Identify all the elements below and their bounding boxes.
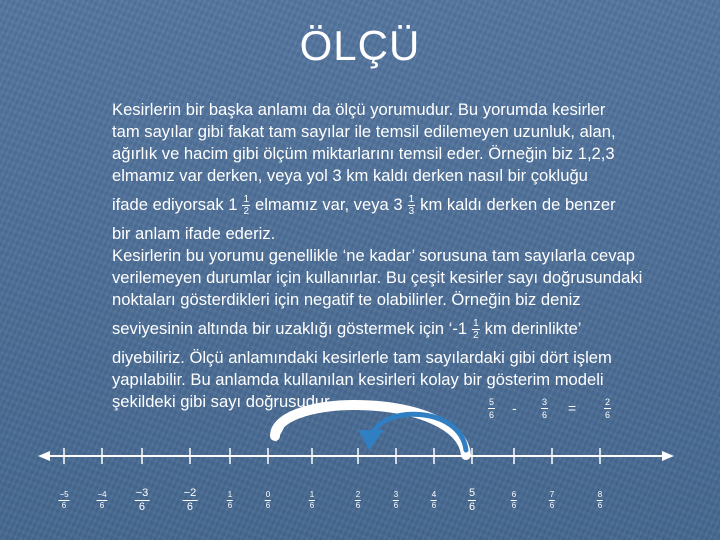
- fraction-denominator: 6: [549, 501, 555, 510]
- body-line: yapılabilir. Bu anlamda kullanılan kesirleri kolay bir gösterim modeli: [112, 370, 604, 389]
- body-line-fraction: [112, 311, 692, 347]
- fraction-denominator: 6: [227, 501, 233, 510]
- fraction-numerator: 2: [605, 397, 611, 407]
- fraction-numerator: 7: [549, 490, 555, 499]
- fraction-numerator: 0: [265, 490, 271, 499]
- body-line: bir anlam ifade ederiz.: [112, 224, 276, 243]
- number-line-label: [183, 487, 198, 514]
- fraction-numerator: 5: [489, 397, 495, 407]
- body-line: tam sayılar gibi fakat tam sayılar ile temsil edilemeyen uzunluk, alan,: [112, 122, 616, 141]
- fraction-denominator: 6: [542, 410, 548, 420]
- body-text-segment: km kaldı derken de benzer: [420, 195, 616, 214]
- number-line-label: [393, 490, 399, 511]
- fraction-numerator: 1: [243, 193, 250, 205]
- inner-arrow-head: [358, 430, 384, 450]
- body-line: ağırlık ve hacim gibi ölçüm miktarlarını temsil eder. Örneğin biz 1,2,3: [112, 144, 615, 163]
- fraction-one-third: [408, 194, 416, 217]
- body-text-segment: seviyesinin altında bir uzaklığı göstermek için ‘-1: [112, 319, 468, 338]
- fraction-numerator: 3: [393, 490, 399, 499]
- fraction-denominator: 2: [473, 329, 479, 341]
- slide-body-text: [112, 99, 692, 413]
- fraction-numerator: 2: [355, 490, 361, 499]
- fraction-numerator: 1: [473, 317, 479, 329]
- body-line: noktaları gösterdikleri için negatif te olabilirler. Örneğin biz deniz: [112, 290, 581, 309]
- body-line: Kesirlerin bir başka anlamı da ölçü yorumudur. Bu yorumda kesirler: [112, 100, 606, 119]
- fraction-numerator: −5: [59, 490, 69, 499]
- body-line-fractions: [112, 187, 692, 223]
- body-text-segment: km derinlikte’: [484, 319, 582, 338]
- fraction-denominator: 6: [511, 501, 517, 510]
- fraction-one-half: [472, 318, 480, 341]
- number-line-label: [135, 487, 150, 514]
- fraction-three-sixths: [541, 396, 548, 421]
- body-line: Kesirlerin bu yorumu genellikle ‘ne kadar’ sorusuna tam sayılarla cevap: [112, 246, 635, 265]
- body-text-segment: ifade ediyorsak 1: [112, 195, 238, 214]
- body-line: şekildeki gibi sayı doğrusudur.: [112, 392, 334, 411]
- left-arrow-icon: [38, 451, 50, 461]
- fraction-numerator: 1: [227, 490, 233, 499]
- number-line-label: [96, 490, 107, 511]
- body-line: elmamız var derken, veya yol 3 km kaldı derken nasıl bir çokluğu: [112, 166, 588, 185]
- minus-sign: -: [512, 400, 517, 416]
- fraction-numerator: −4: [97, 490, 107, 499]
- fraction-numerator: 1: [408, 193, 415, 205]
- fraction-denominator: 6: [99, 501, 105, 510]
- number-line-label: [58, 490, 69, 511]
- number-line-label: [468, 487, 476, 514]
- slide-title: ÖLÇÜ: [299, 22, 421, 69]
- fraction-denominator: 6: [489, 410, 495, 420]
- right-arrow-icon: [662, 451, 674, 461]
- fraction-numerator: 1: [309, 490, 315, 499]
- number-line-label: [597, 490, 603, 511]
- fraction-numerator: 8: [597, 490, 603, 499]
- fraction-numerator: 3: [542, 397, 548, 407]
- fraction-denominator: 6: [468, 501, 476, 513]
- fraction-numerator: −3: [135, 487, 149, 499]
- number-line-label: [227, 490, 233, 511]
- number-line-label: [355, 490, 361, 511]
- fraction-denominator: 6: [605, 410, 611, 420]
- fraction-denominator: 6: [431, 501, 437, 510]
- fraction-one-half: [242, 194, 250, 217]
- body-line: verilemeyen durumlar için kullanırlar. Bu çeşit kesirler sayı doğrusundaki: [112, 268, 643, 287]
- number-line-label: [549, 490, 555, 511]
- body-line: diyebiliriz. Ölçü anlamındaki kesirlerle tam sayılardaki gibi dört işlem: [112, 348, 612, 367]
- number-line-label: [431, 490, 437, 511]
- fraction-numerator: 6: [511, 490, 517, 499]
- body-text-segment: elmamız var, veya 3: [255, 195, 403, 214]
- fraction-denominator: 6: [138, 501, 146, 513]
- number-line-label: [511, 490, 517, 511]
- fraction-denominator: 6: [355, 501, 361, 510]
- fraction-numerator: −2: [183, 487, 197, 499]
- number-line-label: [265, 490, 271, 511]
- equals-sign: =: [568, 400, 577, 416]
- fraction-denominator: 6: [186, 501, 194, 513]
- fraction-denominator: 6: [597, 501, 603, 510]
- fraction-numerator: 5: [468, 487, 476, 499]
- fraction-denominator: 6: [393, 501, 399, 510]
- fraction-five-sixths: [488, 396, 495, 421]
- number-line-label: [309, 490, 315, 511]
- fraction-two-sixths: [604, 396, 611, 421]
- fraction-denominator: 6: [265, 501, 271, 510]
- fraction-denominator: 6: [61, 501, 67, 510]
- fraction-denominator: 6: [309, 501, 315, 510]
- fraction-denominator: 2: [243, 205, 250, 217]
- fraction-denominator: 3: [408, 205, 415, 217]
- fraction-numerator: 4: [431, 490, 437, 499]
- number-line-diagram: [0, 380, 720, 540]
